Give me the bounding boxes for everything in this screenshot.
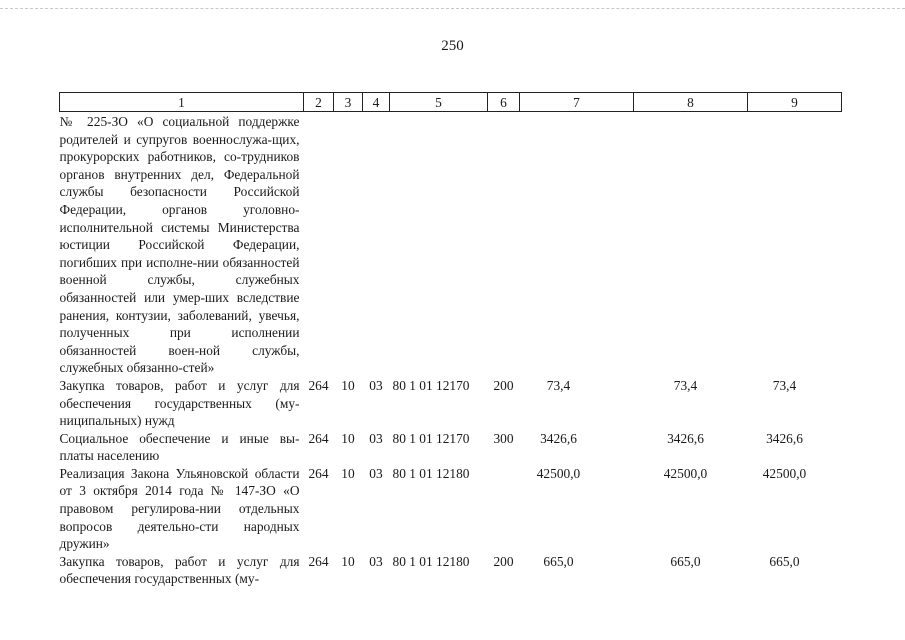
code-cell: 264 [308, 430, 329, 446]
table-row [60, 553, 842, 588]
amount-cell: 73,4 [772, 377, 797, 393]
row-name-cell: Социальное обеспечение и иные вы-платы населению [59, 430, 300, 464]
code-cell: 80 1 01 12180 [392, 465, 470, 481]
column-header-6: 6 [488, 93, 520, 112]
code-cell [334, 112, 363, 377]
row-name-cell: Закупка товаров, работ и услуг для обеспечения государственных (му- [59, 553, 300, 587]
column-header-4: 4 [363, 93, 390, 112]
amount-cell: 665,0 [543, 553, 574, 569]
amount-cell: 3426,6 [667, 430, 704, 446]
row-name-cell: Закупка товаров, работ и услуг для обеспечения государственных (му-ниципальных) нужд [59, 377, 300, 429]
code-cell: 10 [341, 377, 355, 393]
column-header-2: 2 [304, 93, 334, 112]
amount-cell: 42500,0 [663, 465, 708, 481]
amount-cell: 42500,0 [762, 465, 807, 481]
code-cell: 03 [369, 377, 383, 393]
amount-cell: 42500,0 [536, 465, 581, 481]
code-cell: 80 1 01 12180 [392, 553, 470, 569]
code-cell: 264 [308, 377, 329, 393]
code-cell: 10 [341, 430, 355, 446]
amount-cell [520, 112, 634, 377]
amount-cell: 73,4 [546, 377, 571, 393]
code-cell [363, 112, 390, 377]
budget-table [59, 92, 842, 588]
header-row [60, 93, 842, 112]
code-cell: 300 [493, 430, 514, 446]
code-cell: 200 [493, 553, 514, 569]
code-cell: 03 [369, 430, 383, 446]
amount-cell [748, 112, 842, 377]
table-body [60, 112, 842, 589]
amount-cell: 3426,6 [540, 430, 577, 446]
code-cell [304, 112, 334, 377]
amount-cell [634, 112, 748, 377]
column-header-3: 3 [334, 93, 363, 112]
column-header-5: 5 [390, 93, 488, 112]
table-row [60, 377, 842, 430]
amount-cell: 73,4 [673, 377, 698, 393]
column-header-9: 9 [748, 93, 842, 112]
table-row [60, 465, 842, 553]
code-cell: 200 [493, 377, 514, 393]
row-name-cell: Реализация Закона Ульяновской области от 3 октября 2014 года № 147-ЗО «О правовом регулирова-нии отдельных вопросов деятельно-сти народных дружин» [59, 465, 300, 552]
row-name-cell: № 225-ЗО «О социальной поддержке родителей и супругов военнослужа-щих, прокурорских работников, со-трудников органов внутренних дел, Федеральной службы безопасности Российской Федерации, органов уголовно-исполнительной системы Министерства юстиции Российской Федерации, погибших при исполне-нии обязанностей военной службы, служебных обязанностей или умер-ших вследствие ранения, контузии, заболеваний, увечья, полученных при исполнении обязанностей воен-ной службы, служебных обязанно-стей» [59, 114, 300, 376]
code-cell: 80 1 01 12170 [392, 377, 470, 393]
table-header [60, 93, 842, 112]
table-row [60, 430, 842, 465]
code-cell [390, 112, 488, 377]
code-cell: 03 [369, 465, 383, 481]
code-cell [488, 112, 520, 377]
table-row [60, 112, 842, 377]
amount-cell: 665,0 [769, 553, 800, 569]
code-cell: 03 [369, 553, 383, 569]
scan-edge-line [0, 8, 905, 9]
column-header-7: 7 [520, 93, 634, 112]
page-number: 250 [441, 38, 464, 54]
amount-cell: 3426,6 [766, 430, 803, 446]
code-cell: 10 [341, 553, 355, 569]
code-cell: 80 1 01 12170 [392, 430, 470, 446]
code-cell [488, 465, 520, 553]
amount-cell: 665,0 [670, 553, 701, 569]
column-header-1: 1 [60, 93, 304, 112]
code-cell: 10 [341, 465, 355, 481]
column-header-8: 8 [634, 93, 748, 112]
code-cell: 264 [308, 553, 329, 569]
code-cell: 264 [308, 465, 329, 481]
